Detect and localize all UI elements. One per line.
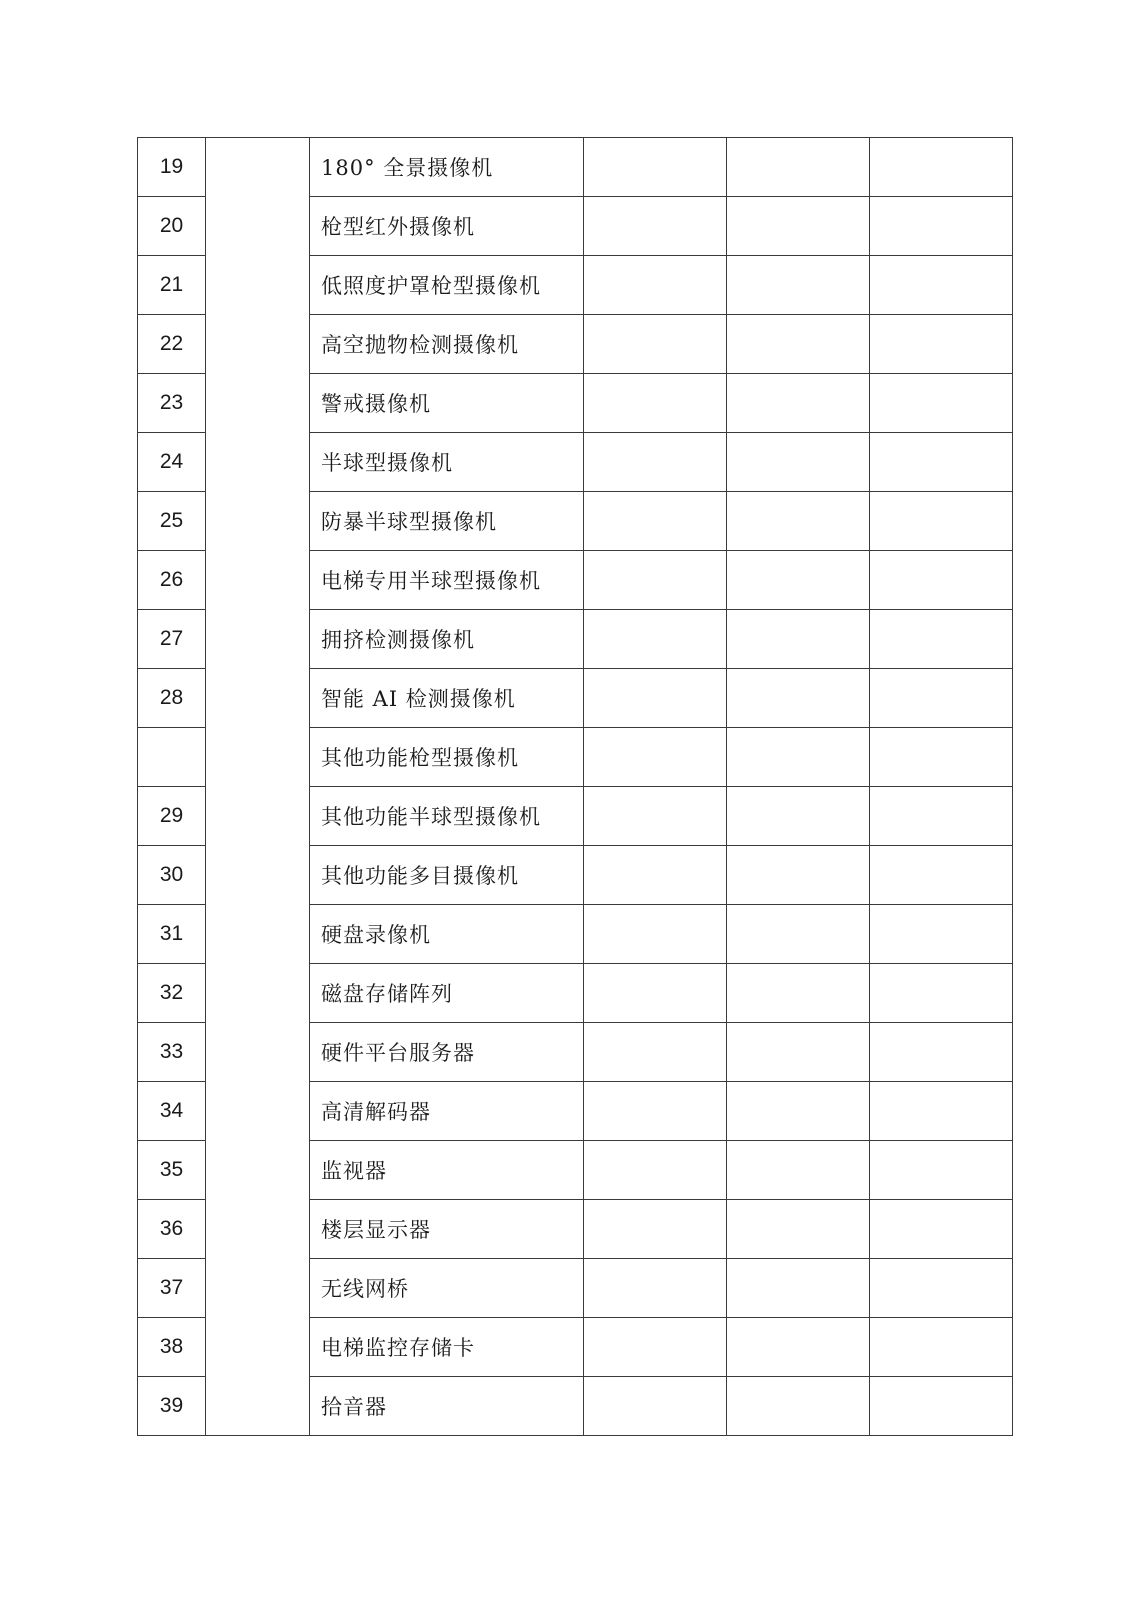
item-name: 高清解码器 — [310, 1082, 584, 1141]
blank-cell — [727, 669, 870, 728]
blank-cell — [870, 315, 1013, 374]
row-number: 20 — [138, 197, 206, 256]
blank-cell — [870, 1141, 1013, 1200]
blank-cell — [870, 905, 1013, 964]
blank-cell — [870, 1023, 1013, 1082]
row-number: 26 — [138, 551, 206, 610]
category-cell — [206, 138, 310, 1436]
row-number: 29 — [138, 787, 206, 846]
blank-cell — [870, 1200, 1013, 1259]
item-name: 电梯监控存储卡 — [310, 1318, 584, 1377]
blank-cell — [727, 610, 870, 669]
blank-cell — [870, 492, 1013, 551]
row-number: 37 — [138, 1259, 206, 1318]
equipment-table — [137, 137, 1013, 1436]
blank-cell — [727, 1141, 870, 1200]
blank-cell — [727, 1082, 870, 1141]
item-name: 磁盘存储阵列 — [310, 964, 584, 1023]
blank-cell — [870, 374, 1013, 433]
table-row — [138, 138, 1013, 197]
blank-cell — [584, 846, 727, 905]
item-name: 180° 全景摄像机 — [310, 138, 584, 197]
blank-cell — [727, 492, 870, 551]
row-number: 28 — [138, 669, 206, 728]
blank-cell — [584, 1082, 727, 1141]
blank-cell — [584, 492, 727, 551]
item-name: 监视器 — [310, 1141, 584, 1200]
blank-cell — [584, 256, 727, 315]
blank-cell — [727, 787, 870, 846]
blank-cell — [584, 905, 727, 964]
blank-cell — [727, 138, 870, 197]
item-name: 枪型红外摄像机 — [310, 197, 584, 256]
blank-cell — [870, 433, 1013, 492]
row-number: 39 — [138, 1377, 206, 1436]
blank-cell — [727, 197, 870, 256]
blank-cell — [870, 1082, 1013, 1141]
blank-cell — [870, 138, 1013, 197]
blank-cell — [870, 610, 1013, 669]
row-number: 21 — [138, 256, 206, 315]
row-number: 30 — [138, 846, 206, 905]
blank-cell — [584, 669, 727, 728]
item-name: 智能 AI 检测摄像机 — [310, 669, 584, 728]
blank-cell — [584, 964, 727, 1023]
row-number: 25 — [138, 492, 206, 551]
blank-cell — [727, 1200, 870, 1259]
item-name: 高空抛物检测摄像机 — [310, 315, 584, 374]
blank-cell — [870, 551, 1013, 610]
row-number: 34 — [138, 1082, 206, 1141]
blank-cell — [584, 433, 727, 492]
blank-cell — [584, 197, 727, 256]
item-name: 警戒摄像机 — [310, 374, 584, 433]
row-number: 27 — [138, 610, 206, 669]
row-number: 31 — [138, 905, 206, 964]
blank-cell — [584, 610, 727, 669]
row-number: 23 — [138, 374, 206, 433]
blank-cell — [870, 1318, 1013, 1377]
blank-cell — [727, 1023, 870, 1082]
item-name: 电梯专用半球型摄像机 — [310, 551, 584, 610]
row-number — [138, 728, 206, 787]
blank-cell — [584, 787, 727, 846]
blank-cell — [584, 138, 727, 197]
blank-cell — [727, 1259, 870, 1318]
item-name: 防暴半球型摄像机 — [310, 492, 584, 551]
row-number: 35 — [138, 1141, 206, 1200]
blank-cell — [870, 728, 1013, 787]
row-number: 38 — [138, 1318, 206, 1377]
blank-cell — [584, 1259, 727, 1318]
blank-cell — [584, 1200, 727, 1259]
blank-cell — [727, 315, 870, 374]
row-number: 24 — [138, 433, 206, 492]
blank-cell — [727, 551, 870, 610]
item-name: 楼层显示器 — [310, 1200, 584, 1259]
blank-cell — [584, 1377, 727, 1436]
blank-cell — [870, 256, 1013, 315]
blank-cell — [870, 964, 1013, 1023]
blank-cell — [870, 787, 1013, 846]
blank-cell — [584, 315, 727, 374]
blank-cell — [584, 1141, 727, 1200]
blank-cell — [584, 1023, 727, 1082]
blank-cell — [584, 551, 727, 610]
item-name: 半球型摄像机 — [310, 433, 584, 492]
blank-cell — [727, 1377, 870, 1436]
blank-cell — [584, 728, 727, 787]
blank-cell — [870, 669, 1013, 728]
blank-cell — [870, 1259, 1013, 1318]
blank-cell — [584, 374, 727, 433]
blank-cell — [727, 433, 870, 492]
row-number: 22 — [138, 315, 206, 374]
blank-cell — [870, 846, 1013, 905]
item-name: 硬盘录像机 — [310, 905, 584, 964]
item-name: 低照度护罩枪型摄像机 — [310, 256, 584, 315]
item-name: 其他功能多目摄像机 — [310, 846, 584, 905]
row-number: 33 — [138, 1023, 206, 1082]
row-number: 19 — [138, 138, 206, 197]
item-name: 拥挤检测摄像机 — [310, 610, 584, 669]
item-name: 其他功能枪型摄像机 — [310, 728, 584, 787]
item-name: 无线网桥 — [310, 1259, 584, 1318]
blank-cell — [870, 197, 1013, 256]
blank-cell — [727, 1318, 870, 1377]
item-name: 硬件平台服务器 — [310, 1023, 584, 1082]
row-number: 32 — [138, 964, 206, 1023]
item-name: 拾音器 — [310, 1377, 584, 1436]
blank-cell — [584, 1318, 727, 1377]
item-name: 其他功能半球型摄像机 — [310, 787, 584, 846]
blank-cell — [727, 846, 870, 905]
blank-cell — [727, 964, 870, 1023]
blank-cell — [727, 374, 870, 433]
row-number: 36 — [138, 1200, 206, 1259]
blank-cell — [870, 1377, 1013, 1436]
blank-cell — [727, 256, 870, 315]
blank-cell — [727, 728, 870, 787]
blank-cell — [727, 905, 870, 964]
